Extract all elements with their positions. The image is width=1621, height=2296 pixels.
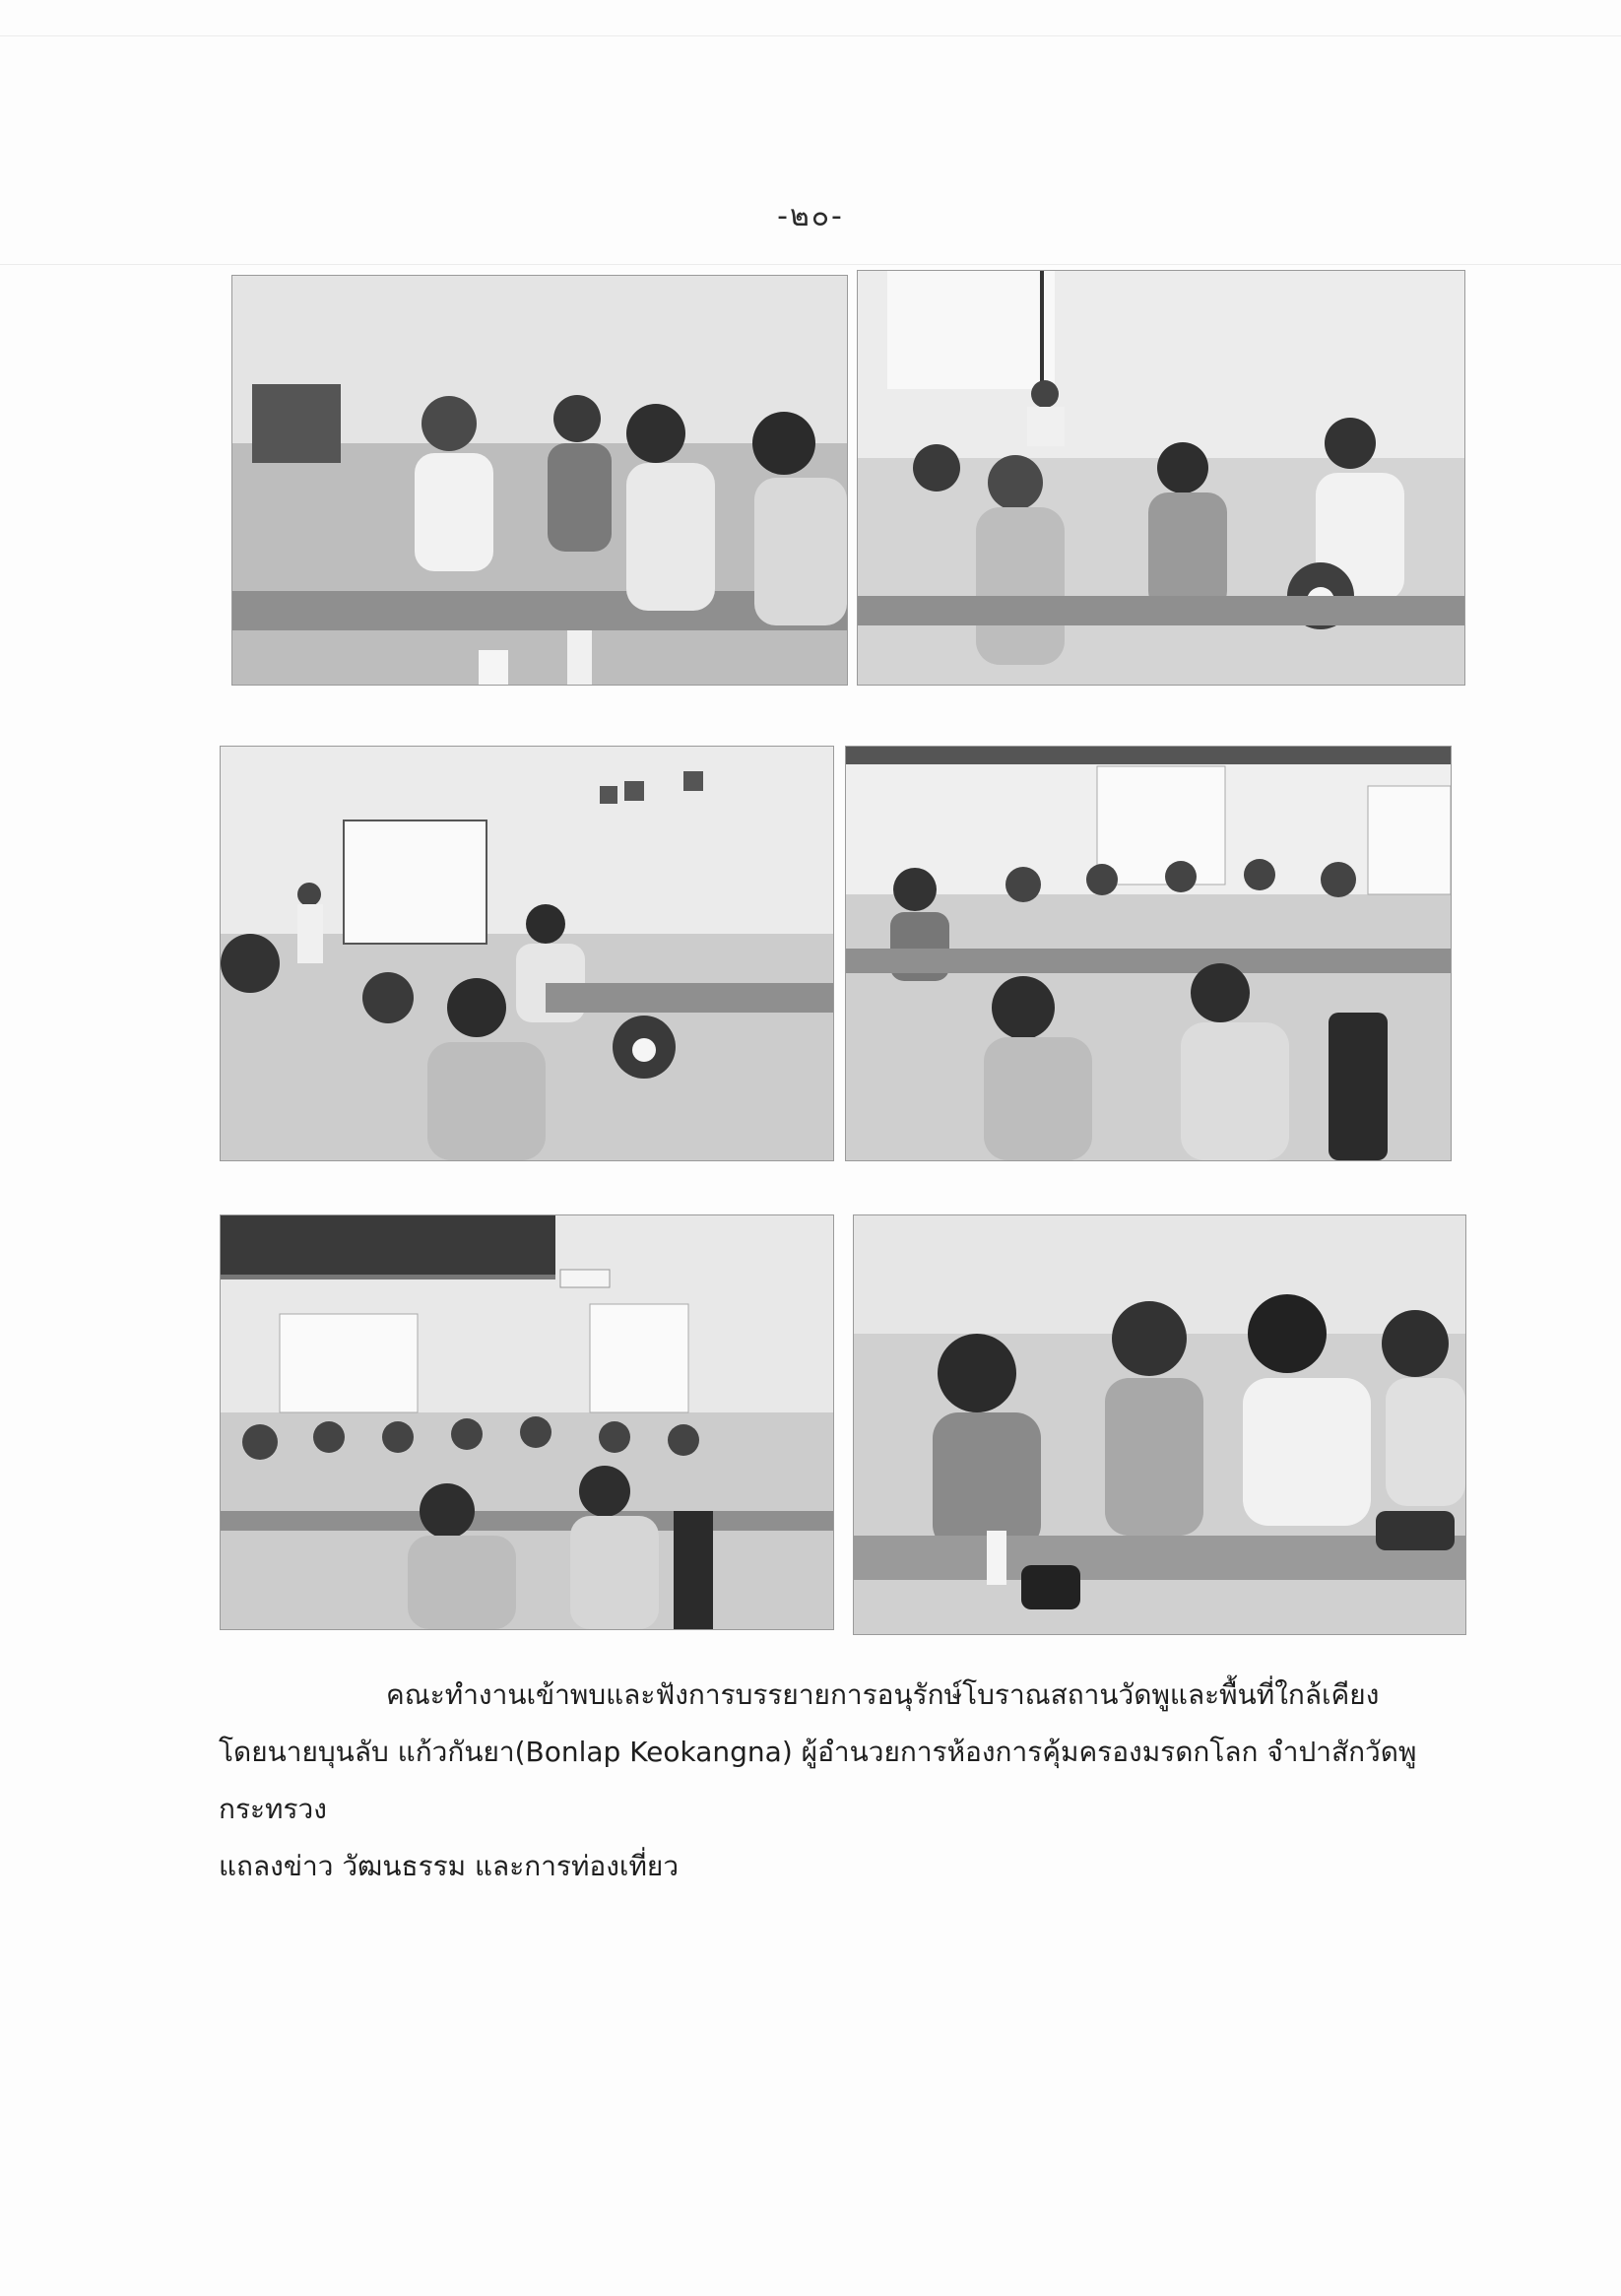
meeting-photo-2 (857, 270, 1465, 686)
photo-caption (219, 1667, 1459, 1895)
meeting-photo-4 (845, 746, 1452, 1161)
caption-line-2: โดยนายบุนลับ แก้วกันยา(Bonlap Keokangna) ผู้อำนวยการห้องการคุ้มครองมรดกโลก จำปาสักวัดพู กระทรวง (219, 1736, 1417, 1825)
meeting-photo-5 (220, 1214, 834, 1630)
meeting-photo-1 (231, 275, 848, 686)
caption-line-1: คณะทำงานเข้าพบและฟังการบรรยายการอนุรักษ์โบราณสถานวัดพูและพื้นที่ใกล้เคียง (386, 1678, 1380, 1711)
scan-artifact (0, 35, 1621, 36)
scan-artifact (0, 264, 1621, 265)
caption-line-3: แถลงข่าว วัฒนธรรม และการท่องเที่ยว (219, 1850, 680, 1882)
page-number: -๒๐- (777, 199, 844, 233)
meeting-photo-3 (220, 746, 834, 1161)
meeting-photo-6 (853, 1214, 1466, 1635)
